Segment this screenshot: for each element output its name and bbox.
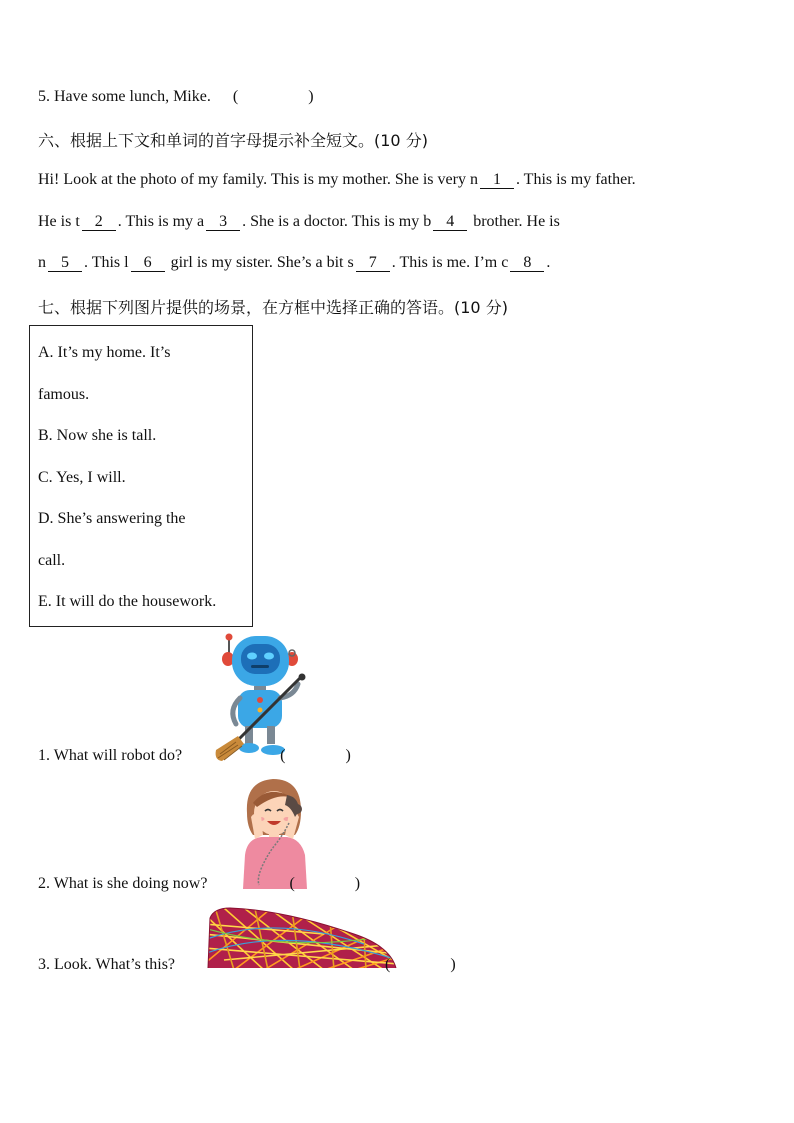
option-a-line1: A. It’s my home. It’s bbox=[38, 344, 171, 361]
passage-line-1 bbox=[38, 171, 636, 189]
passage-line-2 bbox=[38, 213, 560, 231]
passage-text: . This is me. I’m c bbox=[391, 254, 509, 271]
answer-paren-open: ( bbox=[280, 747, 286, 764]
blank-1[interactable]: 1 bbox=[480, 172, 514, 189]
girl-on-phone-icon bbox=[239, 777, 311, 889]
question-1-text: 1. What will robot do? bbox=[38, 747, 183, 764]
section6-heading: 六、根据上下文和单词的首字母提示补全短文。(10 分) bbox=[38, 131, 428, 150]
answer-paren-close: ) bbox=[345, 747, 351, 764]
question-5-text: 5. Have some lunch, Mike. bbox=[38, 88, 211, 105]
option-d-line2: call. bbox=[38, 552, 66, 569]
passage-text: brother. He is bbox=[469, 213, 560, 230]
robot-sweeping-icon bbox=[212, 632, 310, 764]
blank-5[interactable]: 5 bbox=[48, 255, 82, 272]
option-e: E. It will do the housework. bbox=[38, 593, 217, 610]
passage-text: . This is my father. bbox=[515, 171, 636, 188]
question-5 bbox=[38, 88, 314, 106]
answer-options-box bbox=[29, 325, 253, 627]
blank-2[interactable]: 2 bbox=[82, 214, 116, 231]
answer-paren-open: ( bbox=[232, 88, 239, 105]
question-1 bbox=[38, 747, 351, 765]
passage-text: n bbox=[38, 254, 46, 271]
option-b: B. Now she is tall. bbox=[38, 427, 157, 444]
passage-text: . This l bbox=[84, 254, 129, 271]
question-2 bbox=[38, 875, 360, 893]
passage-text: . She is a doctor. This is my b bbox=[242, 213, 432, 230]
passage-text: Hi! Look at the photo of my family. This is my mother. She is very n bbox=[38, 171, 478, 188]
option-d-line1: D. She’s answering the bbox=[38, 510, 186, 527]
option-c: C. Yes, I will. bbox=[38, 469, 126, 486]
passage-text: girl is my sister. She’s a bit s bbox=[166, 254, 354, 271]
blank-6[interactable]: 6 bbox=[131, 255, 165, 272]
answer-paren-open: ( bbox=[385, 956, 391, 973]
answer-paren-close: ) bbox=[450, 956, 456, 973]
passage-line-3 bbox=[38, 254, 550, 272]
passage-text: . bbox=[546, 254, 551, 271]
passage-text: . This is my a bbox=[117, 213, 205, 230]
option-a-line2: famous. bbox=[38, 386, 90, 403]
blank-8[interactable]: 8 bbox=[510, 255, 544, 272]
answer-paren-close: ) bbox=[308, 88, 314, 105]
question-3 bbox=[38, 956, 456, 974]
blank-3[interactable]: 3 bbox=[206, 214, 240, 231]
question-3-text: 3. Look. What’s this? bbox=[38, 956, 176, 973]
section7-heading: 七、根据下列图片提供的场景，在方框中选择正确的答语。(10 分) bbox=[38, 298, 508, 317]
question-2-text: 2. What is she doing now? bbox=[38, 875, 208, 892]
passage-text: He is t bbox=[38, 213, 80, 230]
answer-paren-open: ( bbox=[289, 875, 295, 892]
answer-paren-close: ) bbox=[354, 875, 361, 892]
blank-7[interactable]: 7 bbox=[356, 255, 390, 272]
blank-4[interactable]: 4 bbox=[433, 214, 467, 231]
